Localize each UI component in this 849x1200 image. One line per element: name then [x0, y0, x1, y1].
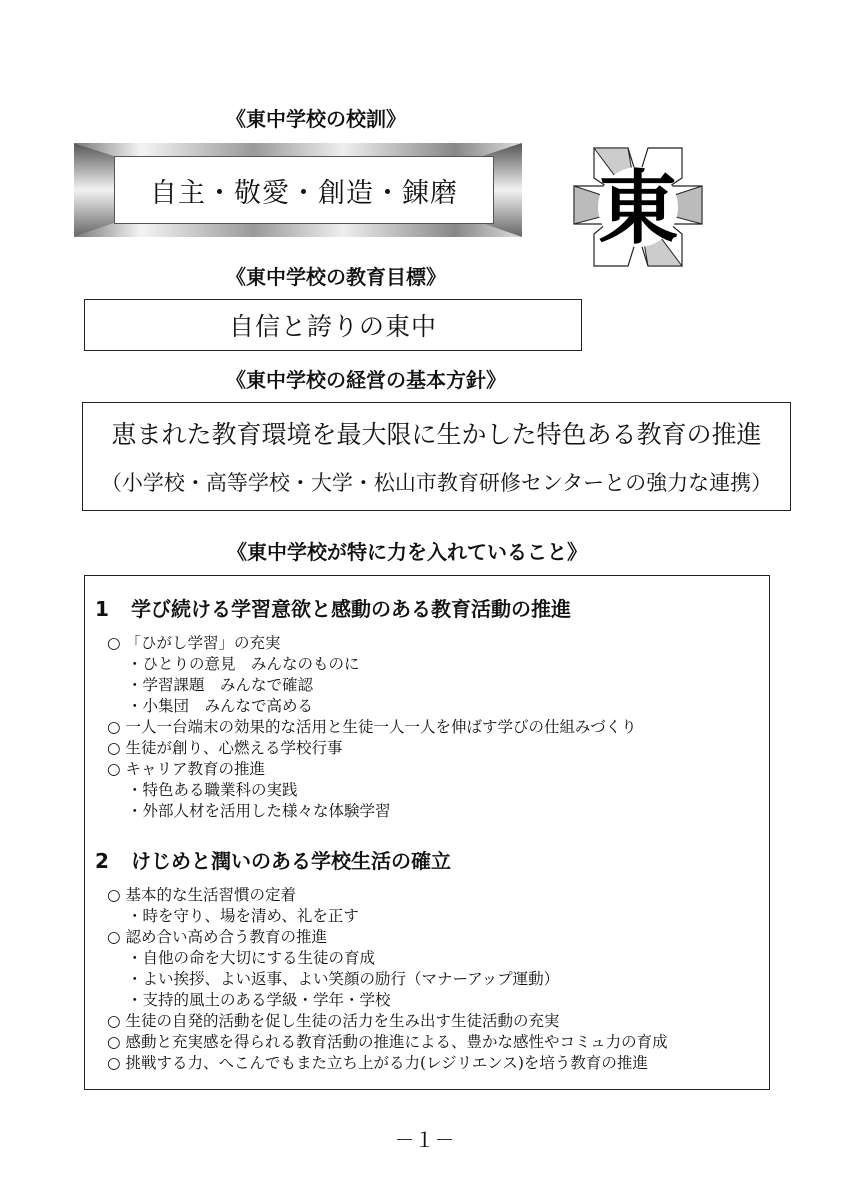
section-title	[95, 845, 451, 874]
policy-sub: （小学校・高等学校・大学・松山市教育研修センターとの強力な連携）	[100, 471, 773, 495]
list-item: ○ 「ひがし学習」の充実	[107, 634, 281, 652]
list-item: ・ひとりの意見 みんなのものに	[127, 655, 360, 673]
goal-heading: 《東中学校の教育目標》	[226, 265, 446, 289]
list-item: ・学習課題 みんなで確認	[127, 676, 314, 694]
list-item: ○ 一人一台端末の効果的な活用と生徒一人一人を伸ばす学びの仕組みづくり	[107, 718, 637, 736]
goal-text: 自信と誇りの東中	[84, 299, 582, 351]
policy-main: 恵まれた教育環境を最大限に生かした特色ある教育の推進	[111, 420, 762, 449]
focus-box	[84, 575, 770, 1090]
motto-text: 自主・敬愛・創造・錬磨	[114, 156, 494, 224]
section-number: 2	[95, 849, 109, 873]
list-item: ○ 基本的な生活習慣の定着	[107, 886, 296, 904]
page-number: －１－	[394, 1128, 455, 1152]
list-item: ・外部人材を活用した様々な体験学習	[127, 802, 391, 820]
section-title	[95, 593, 571, 622]
list-item: ・よい挨拶、よい返事、よい笑顔の励行（マナーアップ運動）	[127, 970, 560, 988]
focus-heading: 《東中学校が特に力を入れていること》	[227, 540, 587, 564]
list-item: ・自他の命を大切にする生徒の育成	[127, 949, 376, 967]
policy-box	[82, 402, 791, 511]
list-item: ○ 生徒が創り、心燃える学校行事	[107, 739, 343, 757]
list-item: ・時を守り、場を清め、礼を正す	[127, 907, 359, 925]
list-item: ・小集団 みんなで高める	[127, 697, 314, 715]
section-number: 1	[95, 597, 109, 621]
list-item: ○ 挑戦する力、へこんでもまた立ち上がる力(レジリエンス)を培う教育の推進	[107, 1054, 648, 1072]
motto-heading: 《東中学校の校訓》	[226, 107, 406, 131]
section-title-text: 学び続ける学習意欲と感動のある教育活動の推進	[131, 597, 571, 621]
section-title-text: けじめと潤いのある学校生活の確立	[131, 849, 451, 873]
policy-heading: 《東中学校の経営の基本方針》	[226, 368, 506, 392]
list-item: ・特色ある職業科の実践	[127, 781, 298, 799]
emblem-char: 東	[598, 162, 678, 255]
list-item: ・支持的風土のある学級・学年・学校	[127, 991, 391, 1009]
list-item: ○ キャリア教育の推進	[107, 760, 265, 778]
school-emblem	[566, 138, 710, 276]
list-item: ○ 生徒の自発的活動を促し生徒の活力を生み出す生徒活動の充実	[107, 1012, 560, 1030]
list-item: ○ 感動と充実感を得られる教育活動の推進による、豊かな感性やコミュ力の育成	[107, 1033, 668, 1051]
list-item: ○ 認め合い高め合う教育の推進	[107, 928, 327, 946]
